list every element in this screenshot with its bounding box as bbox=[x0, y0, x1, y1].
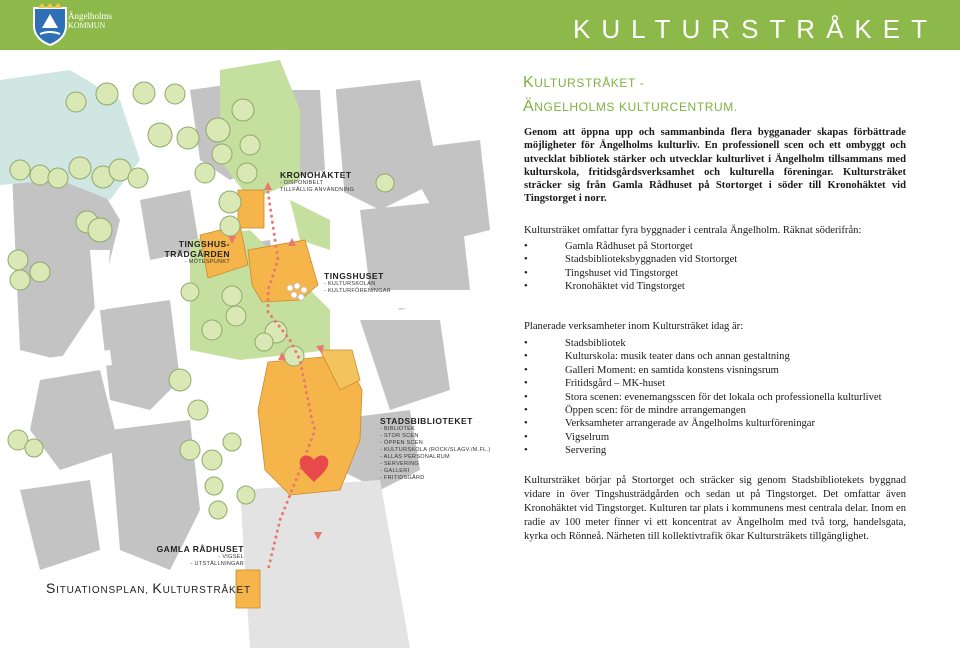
building-tingshuset bbox=[248, 240, 318, 302]
cap-rest: ULTURSTRÅKET bbox=[162, 585, 251, 596]
list-item: • Tingshuset vid Tingstorget bbox=[524, 267, 737, 280]
list-item: • Stadsbiblioteksbyggnaden vid Stortorget bbox=[524, 253, 737, 266]
label-title: TINGSHUS- TRÄDGÅRDEN bbox=[164, 239, 230, 259]
list-item: • Öppen scen: för de mindre arrangemangen bbox=[524, 404, 882, 417]
cap-rest: ULTURSTRÅKET - bbox=[534, 76, 645, 90]
label-sub: - KULTURFÖRENINGAR bbox=[324, 288, 392, 294]
cap-letter: K bbox=[523, 74, 535, 91]
label-sub: - KULTURSKOLAN bbox=[324, 281, 376, 287]
label-sub: - VIGSEL bbox=[218, 554, 244, 560]
org-line1: Ängelholms bbox=[68, 11, 112, 21]
label-sub: - ALLAS PERSONALRUM bbox=[380, 454, 450, 460]
map-title bbox=[46, 580, 251, 596]
list-item: • Servering bbox=[524, 444, 882, 457]
municipal-crest-icon bbox=[30, 2, 70, 46]
list-item: • Galleri Moment: en samtida konstens visningsrum bbox=[524, 364, 882, 377]
closing-paragraph: Kultursträket börjar på Stortorget och sträcker sig genom Stadsbibliotekets byggnad vidare in över Tingshusträdgården och sedan ut på Tingstorget. Det omfattar även Kronohäktet vid Tingstorget. Kulturen tar plats i kommunens mest centrala delar. Inom en radie av 100 meter finner vi ett koncentrat av Ängelholm med två torg, handelsgata, kyrka och Rönneå. Närheten till kollektivtrafik ökar Kultursträkets tillgänglighet. bbox=[524, 475, 906, 542]
list-item: • Verksamheter arrangerade av Ängelholms kulturföreningar bbox=[524, 417, 882, 430]
list-item: • Stora scenen: evenemangsscen för det lokala och professionella kulturlivet bbox=[524, 391, 882, 404]
label-sub: - FRITIDSGÅRD bbox=[380, 475, 425, 481]
buildings-intro: Kultursträket omfattar fyra byggnader i centrala Ängelholm. Räknat söderifrån: bbox=[524, 225, 862, 236]
intro-paragraph: Genom att öppna upp och sammanbinda flera bygganader skapas förbättrade möjligheter för Ängelholms kulturliv. En professionell scen och ett ombyggt och utvecklat bibliotek stärker och utvecklar kulturlivet i Ängelholm tillsammans med kulturskola, fritidsgårdsverksamhet och kulturella föreningar. Kultursträket sträcker sig från Gamla Rådhuset på Stortorget i söder till Kronohäktet vid Tingstorget i norr. bbox=[524, 127, 906, 205]
label-title: STADSBIBLIOTEKET bbox=[380, 416, 473, 426]
list-item: • Kronohäktet vid Tingstorget bbox=[524, 280, 737, 293]
cap-letter: S bbox=[46, 580, 57, 596]
label-sub: TILLFÄLLIG ANVÄNDNING bbox=[280, 187, 355, 193]
list-item: • Stadsbibliotek bbox=[524, 337, 882, 350]
cap-letter: Ä bbox=[523, 98, 535, 115]
label-sub: - MÖTESPUNKT bbox=[184, 259, 230, 265]
label-title: TINGSHUSET bbox=[324, 271, 384, 281]
label-sub: - GALLERI bbox=[380, 468, 410, 474]
label-tingshus-tradgarden bbox=[120, 239, 230, 266]
buildings-list bbox=[524, 240, 737, 294]
site-plan-map bbox=[0, 50, 500, 648]
heading-line1 bbox=[523, 74, 644, 92]
label-sub: - STOR SCEN bbox=[380, 433, 419, 439]
list-item: • Vigselrum bbox=[524, 431, 882, 444]
municipality-name bbox=[68, 11, 112, 31]
label-kronohaktet bbox=[280, 170, 354, 194]
cap-letter: K bbox=[152, 580, 163, 596]
label-sub: - SERVERING bbox=[380, 461, 419, 467]
label-sub: - DISPONIBELT bbox=[280, 180, 324, 186]
label-gamla-radhuset bbox=[120, 544, 244, 568]
list-item: • Fritidsgård – MK-huset bbox=[524, 377, 882, 390]
site-plan-drawing bbox=[0, 50, 500, 648]
stortorget-plaza bbox=[240, 480, 410, 648]
heading-line2 bbox=[523, 98, 738, 116]
header-bar bbox=[0, 0, 960, 50]
activities-list bbox=[524, 337, 882, 458]
label-sub: - BIBLIOTEK bbox=[380, 426, 416, 432]
label-sub: - ÖPPEN SCEN bbox=[380, 440, 424, 446]
list-item: • Kulturskola: musik teater dans och annan gestaltning bbox=[524, 350, 882, 363]
org-line2: KOMMUN bbox=[68, 21, 106, 30]
list-item: • Gamla Rådhuset på Stortorget bbox=[524, 240, 737, 253]
building-kronohaktet bbox=[238, 190, 264, 228]
label-stadsbiblioteket bbox=[380, 416, 490, 482]
label-sub: - UTSTÄLLNINGAR bbox=[190, 561, 244, 567]
label-tingshuset bbox=[324, 271, 391, 295]
label-title: GAMLA RÅDHUSET bbox=[156, 544, 244, 554]
label-title: KRONOHÄKTET bbox=[280, 170, 352, 180]
activities-intro: Planerade verksamheter inom Kultursträket idag är: bbox=[524, 321, 744, 332]
cap-rest: ITUATIONSPLAN, bbox=[56, 585, 153, 596]
cap-rest: NGELHOLMS KULTURCENTRUM. bbox=[534, 100, 738, 114]
label-sub: - KULTURSKOLA (ROCK/SLAGV./M.FL.) bbox=[380, 447, 491, 453]
page-brand-title: KULTURSTRÅKET bbox=[573, 14, 938, 44]
